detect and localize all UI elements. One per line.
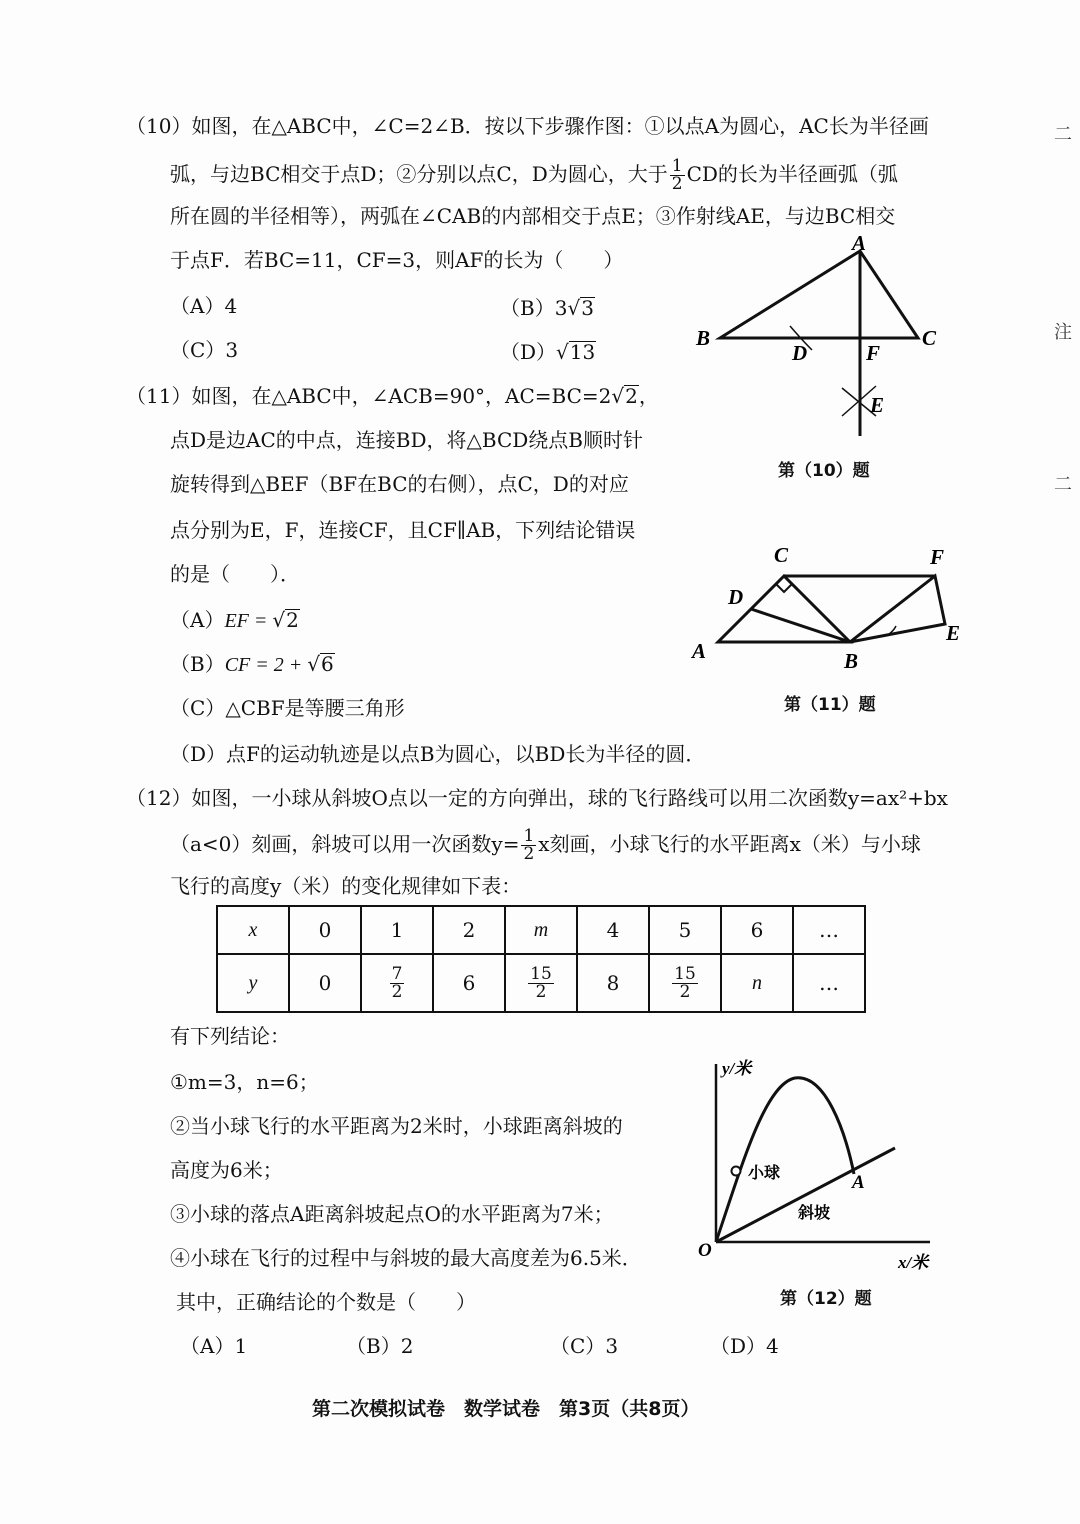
q10-option-b[interactable] <box>500 294 595 322</box>
q11-line-1-part-a: （11）如图，在△ABC中，∠ACB=90°，AC=BC=2 <box>126 384 612 408</box>
fraction-value <box>528 963 554 1002</box>
q12-value-table <box>216 905 866 1013</box>
point-label-e: E <box>870 393 885 417</box>
point-label-c: C <box>922 326 937 350</box>
q11-option-a[interactable] <box>170 606 300 635</box>
q10-option-c[interactable] <box>170 336 238 364</box>
q10-line-3: 所在圆的半径相等），两弧在∠CAB的内部相交于点E；③作射线AE，与边BC相交 <box>170 204 896 228</box>
y-axis-label: y/米 <box>722 1059 752 1078</box>
point-label-a: A <box>852 1172 865 1193</box>
option-text: 4 <box>766 1334 779 1358</box>
q10-figure-caption: 第（10）题 <box>778 461 870 481</box>
option-text: △CBF是等腰三角形 <box>225 696 405 720</box>
fraction-denominator: 2 <box>535 981 547 1002</box>
q11-option-c[interactable] <box>170 694 405 722</box>
point-label-f: F <box>930 545 945 569</box>
fraction-denominator: 2 <box>523 844 535 864</box>
fraction-numerator: 1 <box>523 826 535 846</box>
q10-line-1: （10）如图，在△ABC中，∠C=2∠B．按以下步骤作图：①以点A为圆心，AC长为半径画 <box>126 114 929 138</box>
point-label-b: B <box>844 649 859 673</box>
option-label: （D） <box>710 1334 767 1358</box>
page-footer: 第二次模拟试卷 数学试卷 第3页（共8页） <box>312 1398 700 1420</box>
q10-fraction-half <box>670 158 685 193</box>
fraction-numerator: 15 <box>674 963 696 984</box>
table-cell: … <box>793 954 865 1012</box>
option-label: （D） <box>170 742 227 766</box>
option-text: 点F的运动轨迹是以点B为圆心，以BD长为半径的圆． <box>226 742 706 766</box>
q12-line-2 <box>170 828 921 863</box>
option-prefix: EF = <box>224 610 273 632</box>
option-prefix: CF = 2 + <box>224 654 308 676</box>
table-cell: 1 <box>361 906 433 954</box>
q12-conclusion-2-cont: 高度为6米； <box>170 1158 283 1182</box>
table-cell <box>505 954 577 1012</box>
q11-figure <box>690 540 980 680</box>
q10-line-2-part-a: 弧，与边BC相交于点D；②分别以点C，D为圆心，大于 <box>170 162 668 186</box>
option-prefix: 3 <box>554 296 568 320</box>
q12-conclusion-3: ③小球的落点A距离斜坡起点O的水平距离为7米； <box>170 1202 614 1226</box>
table-cell: 2 <box>433 906 505 954</box>
fraction-denominator: 2 <box>679 981 691 1002</box>
option-text: 3 <box>225 338 239 362</box>
table-row-x <box>217 906 865 954</box>
table-cell: 6 <box>721 906 793 954</box>
q12-question: 其中，正确结论的个数是（ ） <box>176 1290 476 1314</box>
q10-option-a[interactable] <box>170 292 237 320</box>
fraction-numerator: 15 <box>530 963 552 984</box>
ball-label: 小球 <box>748 1165 781 1182</box>
q12-conclusion-1: ①m=3，n=6； <box>170 1070 319 1094</box>
q12-fraction-half <box>521 828 536 863</box>
table-header-x: x <box>217 906 289 954</box>
option-radicand: 2 <box>286 608 299 632</box>
table-cell: 8 <box>577 954 649 1012</box>
q11-figure-caption: 第（11）题 <box>784 695 876 715</box>
radical-sign-icon: √ <box>611 384 625 408</box>
option-label: （B） <box>170 652 225 676</box>
q10-line-2 <box>170 158 898 193</box>
q10-line-2-part-b: CD的长为半径画弧（弧 <box>686 162 898 186</box>
right-angle-mark-icon <box>776 584 792 592</box>
fraction-denominator: 2 <box>391 981 403 1002</box>
table-cell <box>361 954 433 1012</box>
q11-line-1-part-b: ， <box>638 384 659 408</box>
option-label: （A） <box>180 1334 235 1358</box>
table-cell: 5 <box>649 906 721 954</box>
edge-mark: 二 <box>1054 474 1072 495</box>
q11-line-5: 的是（ ）． <box>170 562 300 586</box>
q10-line-4: 于点F．若BC=11，CF=3，则AF的长为（ ） <box>170 248 624 272</box>
fraction-value <box>672 963 698 1002</box>
fraction-denominator: 2 <box>671 174 683 194</box>
q11-line-2: 点D是边AC的中点，连接BD，将△BCD绕点B顺时针 <box>170 428 643 452</box>
option-label: （C） <box>550 1334 606 1358</box>
table-cell: m <box>505 906 577 954</box>
q12-conclusions-title: 有下列结论： <box>170 1024 290 1048</box>
point-label-d: D <box>792 341 808 365</box>
q11-line-3: 旋转得到△BEF（BF在BC的右侧），点C，D的对应 <box>170 472 629 496</box>
slope-label: 斜坡 <box>798 1205 831 1222</box>
fraction-numerator: 7 <box>391 963 403 984</box>
table-cell <box>649 954 721 1012</box>
q11-line-4: 点分别为E，F，连接CF，且CF∥AB，下列结论错误 <box>170 518 636 542</box>
option-text: 2 <box>400 1334 414 1358</box>
q12-line-2-part-a: （a<0）刻画，斜坡可以用一次函数y= <box>170 832 520 856</box>
q11-option-d[interactable] <box>170 740 705 768</box>
option-label: （A） <box>170 608 225 632</box>
fraction-value <box>390 963 405 1002</box>
q12-conclusion-2: ②当小球飞行的水平距离为2米时，小球距离斜坡的 <box>170 1114 623 1138</box>
point-label-c: C <box>774 543 789 567</box>
edge-mark: 注 <box>1054 322 1072 343</box>
q12-figure-caption: 第（12）题 <box>780 1289 872 1309</box>
q11-radicand: 2 <box>625 384 638 408</box>
triangle-abc <box>720 251 918 338</box>
option-label: （C） <box>170 338 226 362</box>
point-label-d: D <box>728 585 744 609</box>
q12-option-c[interactable] <box>550 1332 618 1360</box>
option-text: 1 <box>234 1334 248 1358</box>
point-label-a: A <box>692 639 707 663</box>
q11-option-b[interactable] <box>170 650 335 679</box>
q12-figure <box>690 1050 950 1280</box>
edge-mark: 二 <box>1054 124 1072 145</box>
option-label: （B） <box>500 296 555 320</box>
table-header-y: y <box>217 954 289 1012</box>
point-label-a: A <box>852 236 867 255</box>
table-cell: n <box>721 954 793 1012</box>
point-label-b: B <box>696 326 711 350</box>
q10-option-d[interactable] <box>500 338 596 366</box>
table-cell: 4 <box>577 906 649 954</box>
q12-option-a[interactable] <box>180 1332 247 1360</box>
option-radicand: 3 <box>581 296 594 320</box>
option-radicand: 13 <box>569 340 596 364</box>
q12-conclusion-4: ④小球在飞行的过程中与斜坡的最大高度差为6.5米． <box>170 1246 642 1270</box>
ball-trajectory <box>716 1078 854 1242</box>
q10-figure <box>690 236 950 446</box>
option-label: （B） <box>346 1334 401 1358</box>
q11-line-1 <box>126 382 659 410</box>
q12-line-2-part-b: x刻画，小球飞行的水平距离x（米）与小球 <box>538 832 921 856</box>
q12-option-b[interactable] <box>346 1332 413 1360</box>
radical-sign-icon: √ <box>272 608 286 632</box>
q12-line-1: （12）如图，一小球从斜坡O点以一定的方向弹出，球的飞行路线可以用二次函数y=ax²+bx <box>126 786 948 810</box>
table-cell: 6 <box>433 954 505 1012</box>
point-label-f: F <box>866 341 881 365</box>
option-text: 3 <box>605 1334 619 1358</box>
option-label: （A） <box>170 294 225 318</box>
table-cell: 0 <box>289 906 361 954</box>
option-text: 4 <box>224 294 238 318</box>
fraction-numerator: 1 <box>671 156 683 176</box>
origin-label: O <box>698 1240 712 1261</box>
q12-line-3: 飞行的高度y（米）的变化规律如下表： <box>170 874 522 898</box>
table-cell: 0 <box>289 954 361 1012</box>
point-label-e: E <box>946 621 961 645</box>
ball-icon <box>732 1167 741 1176</box>
table-row-y <box>217 954 865 1012</box>
option-label: （C） <box>170 696 226 720</box>
option-label: （D） <box>500 340 557 364</box>
radical-sign-icon: √ <box>307 652 321 676</box>
radical-sign-icon: √ <box>567 296 581 320</box>
radical-sign-icon: √ <box>556 340 569 364</box>
option-radicand: 6 <box>321 652 334 676</box>
table-cell: … <box>793 906 865 954</box>
triangle-bfe <box>850 576 945 642</box>
x-axis-label: x/米 <box>898 1253 929 1272</box>
q12-option-d[interactable] <box>710 1332 779 1360</box>
